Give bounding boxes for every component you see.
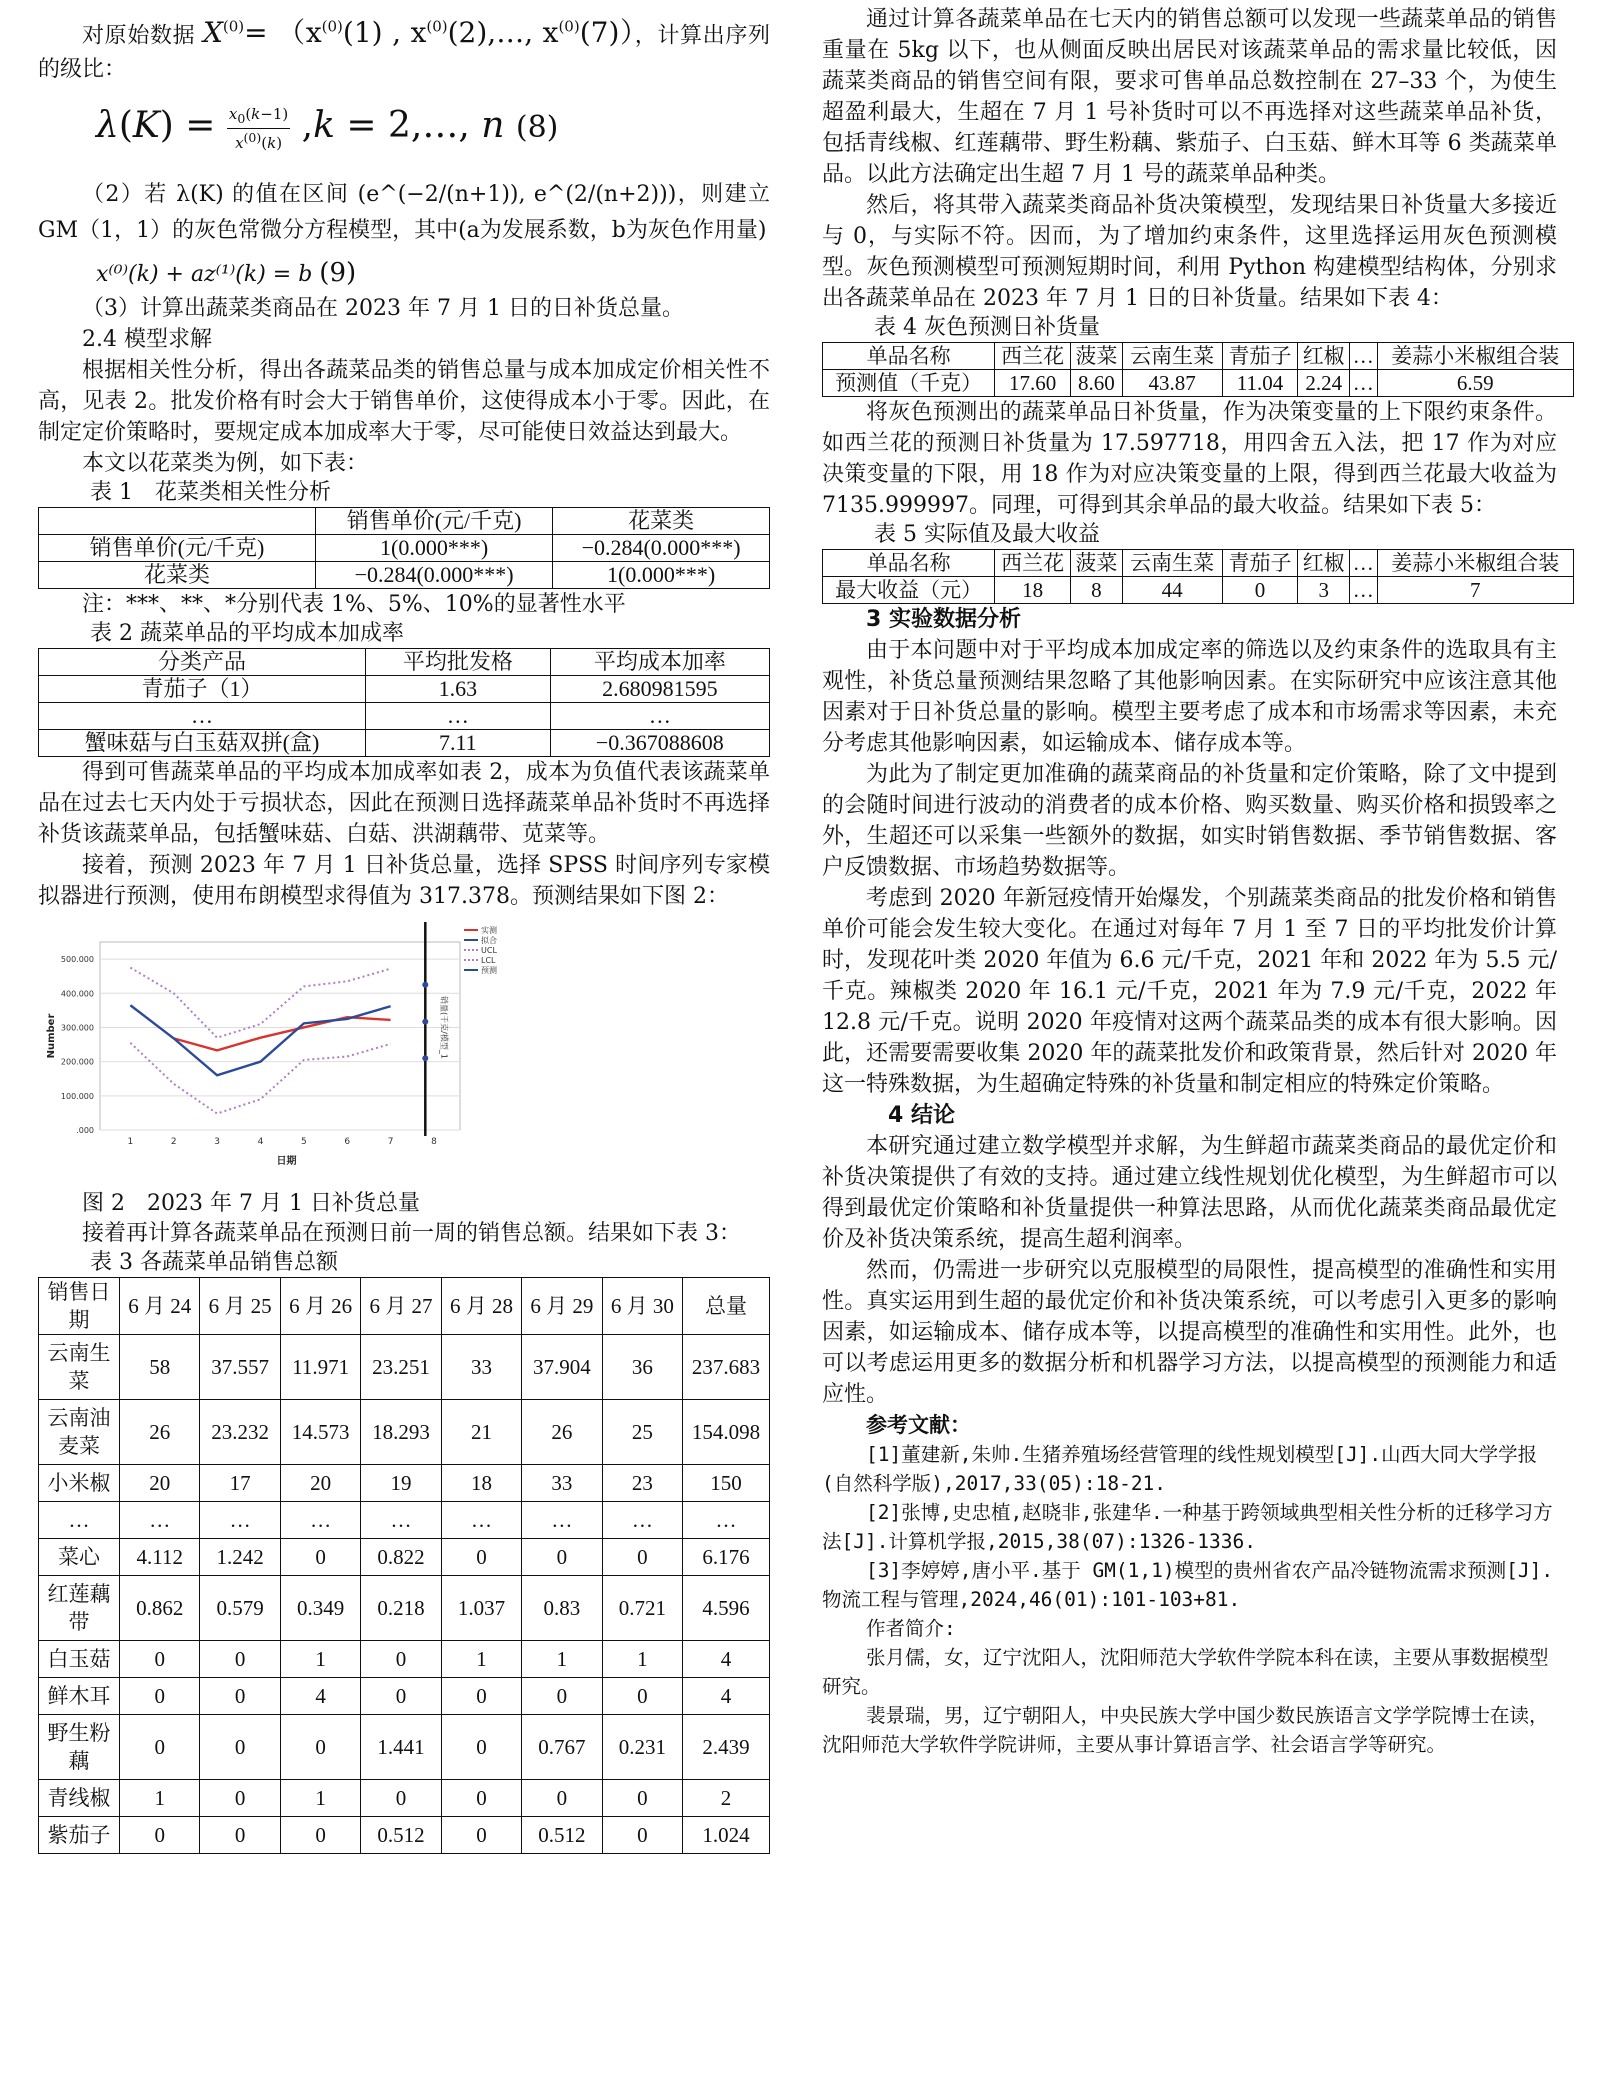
y-tick-label: .000: [76, 1126, 94, 1136]
table-row: [823, 577, 1574, 604]
table-cell: 0: [361, 1641, 441, 1678]
table1-title: 表 1 花菜类相关性分析: [90, 480, 331, 506]
paragraph-raw-data: 对原始数据 $X^{(0)}= (x^{(0)}(1)$ , $x^{(0)}(2),\dots$, $x^{(0)}(7)$），计算出序列的级比：: [38, 16, 770, 83]
paragraph-conclusion-1: 本研究通过建立数学模型并求解，为生鲜超市蔬菜类商品的最优定价和补货决策提供了有效的支持。通过建立线性规划优化模型，为生鲜超市可以得到最优定价策略和补货量提供一种算法思路，从而优化蔬菜类商品最优定价及补货决策系统，提高生超利润率。: [822, 1134, 1557, 1252]
table1-note: 注：***、**、*分别代表 1%、5%、10%的显著性水平: [82, 592, 626, 618]
table-cell: 18.293: [361, 1400, 441, 1465]
table-cell: 44: [1122, 577, 1222, 604]
table-cell: 0: [441, 1817, 521, 1854]
table-cell: 云南油麦菜: [39, 1400, 120, 1465]
table-cell: 4.112: [120, 1539, 200, 1576]
table-cell: 2.439: [683, 1715, 770, 1780]
table-row: [39, 1780, 770, 1817]
table-cell: 4: [683, 1641, 770, 1678]
x-tick-label: 4: [257, 1137, 264, 1148]
table-cell: 0: [200, 1678, 280, 1715]
table-cell: 4: [683, 1678, 770, 1715]
table-header-cell: 销售日期: [39, 1278, 120, 1335]
table-header-cell: …: [1350, 343, 1378, 370]
table-cell: 6.59: [1377, 370, 1573, 397]
table-cell: 0.83: [522, 1576, 602, 1641]
forecast-marker: [422, 982, 428, 988]
table-cell: 17: [200, 1465, 280, 1502]
table-header-cell: 姜蒜小米椒组合装: [1377, 343, 1573, 370]
table3-title: 表 3 各蔬菜单品销售总额: [90, 1250, 338, 1276]
table-cell: 0: [602, 1539, 682, 1576]
table-cell: 33: [522, 1465, 602, 1502]
table-cell: 0: [441, 1780, 521, 1817]
legend-entry: LCL: [481, 956, 496, 966]
table-cell: …: [1350, 577, 1378, 604]
formula-8: λ(K) = $\frac{x_0(k-1)}{x^{(0)}(k)}$ ,k = 2,…, n (8): [96, 104, 559, 152]
table-cell: 0: [441, 1715, 521, 1780]
legend-entry: 实测: [481, 926, 497, 936]
table-row: 分类产品 平均批发格 平均成本加率: [39, 649, 770, 676]
table-cell: 23: [602, 1465, 682, 1502]
table-cell: 0.579: [200, 1576, 280, 1641]
table5-title: 表 5 实际值及最大收益: [874, 522, 1100, 547]
table-cell: 0.231: [602, 1715, 682, 1780]
table-cell: …: [602, 1502, 682, 1539]
table-cell: 0: [441, 1539, 521, 1576]
table-cell: 150: [683, 1465, 770, 1502]
right-column: [822, 0, 1560, 1759]
table-4: [822, 342, 1574, 397]
y-tick-label: 100.000: [60, 1092, 94, 1102]
table-cell: 19: [361, 1465, 441, 1502]
table-cell: 1: [280, 1780, 360, 1817]
table-header-cell: 西兰花: [995, 343, 1071, 370]
table-header-cell: 姜蒜小米椒组合装: [1377, 550, 1573, 577]
table-cell: 0: [441, 1678, 521, 1715]
author-1: 张月儒，女，辽宁沈阳人，沈阳师范大学软件学院本科在读，主要从事数据模型研究。: [822, 1646, 1549, 1698]
table-cell: 1: [522, 1641, 602, 1678]
x-tick-label: 1: [127, 1137, 134, 1148]
table-header-cell: 青茄子: [1222, 550, 1298, 577]
table-row: [39, 1817, 770, 1854]
table-row: 花菜类 −0.284(0.000***) 1(0.000***): [39, 562, 770, 589]
table-header-cell: 云南生菜: [1122, 343, 1222, 370]
table-cell: 0: [522, 1678, 602, 1715]
table-cell: 0.721: [602, 1576, 682, 1641]
table-row: 青茄子（1） 1.63 2.680981595: [39, 676, 770, 703]
table-cell: 0: [200, 1715, 280, 1780]
section-heading-4: 4 结论: [888, 1103, 955, 1128]
table-header-cell: …: [1350, 550, 1378, 577]
table-cell: 云南生菜: [39, 1335, 120, 1400]
section-heading-3: 3 实验数据分析: [866, 607, 1021, 632]
table-cell: 小米椒: [39, 1465, 120, 1502]
table-cell: 0.767: [522, 1715, 602, 1780]
table-1: [38, 507, 770, 589]
table-cell: 36: [602, 1335, 682, 1400]
table-cell: …: [120, 1502, 200, 1539]
paragraph-sales-analysis: 通过计算各蔬菜单品在七天内的销售总额可以发现一些蔬菜单品的销售重量在 5kg 以下，也从侧面反映出居民对该蔬菜单品的需求量比较低，因蔬菜类商品的销售空间有限，要求可售单品总数控制在 27–33 个，为使生超盈利最大，生超在 7 月 1 号补货时可以不再选择对这些蔬菜单品补货，包括青线椒、红莲藕带、野生粉藕、紫茄子、白玉菇、鲜木耳等 6 类蔬菜单品。以此方法确定出生超 7 月 1 号的蔬菜单品种类。: [822, 7, 1557, 187]
table-cell: 0: [200, 1817, 280, 1854]
x-axis-label: 日期: [276, 1156, 297, 1168]
table-cell: 1: [441, 1641, 521, 1678]
table-cell: 4: [280, 1678, 360, 1715]
table-cell: 菜心: [39, 1539, 120, 1576]
table-cell: 0: [200, 1641, 280, 1678]
table-cell: …: [522, 1502, 602, 1539]
table-cell: 11.04: [1222, 370, 1298, 397]
reference-3: [3]李婷婷,唐小平.基于 GM(1,1)模型的贵州省农产品冷链物流需求预测[J].物流工程与管理,2024,46(01):101-103+81.: [822, 1559, 1554, 1611]
table-cell: 17.60: [995, 370, 1071, 397]
table-header-cell: 单品名称: [823, 343, 995, 370]
table-cell: 0: [522, 1539, 602, 1576]
table-cell: 2.24: [1298, 370, 1350, 397]
table-cell: 0.862: [120, 1576, 200, 1641]
paragraph-forecast: 接着，预测 2023 年 7 月 1 日补货总量，选择 SPSS 时间序列专家模拟器进行预测，使用布朗模型求得值为 317.378。预测结果如下图 2：: [38, 853, 770, 910]
table-2: [38, 648, 770, 757]
table-cell: 0: [120, 1641, 200, 1678]
table-row: 销售单价(元/千克) 1(0.000***) −0.284(0.000***): [39, 535, 770, 562]
table-cell: 0: [120, 1678, 200, 1715]
table-cell: 21: [441, 1400, 521, 1465]
table-cell: 0: [602, 1817, 682, 1854]
table-cell: 0.512: [522, 1817, 602, 1854]
table-header-cell: 菠菜: [1071, 343, 1123, 370]
table-header-row: [823, 343, 1574, 370]
y-axis-label: Number: [46, 1013, 57, 1059]
table-cell: 0.218: [361, 1576, 441, 1641]
table-header-cell: 西兰花: [995, 550, 1071, 577]
table-cell: 0: [1222, 577, 1298, 604]
table-cell: 8.60: [1071, 370, 1123, 397]
references-title: 参考文献：: [866, 1413, 971, 1437]
forecast-marker: [422, 1019, 428, 1025]
table-header-row: [39, 1278, 770, 1335]
table-row: 蟹味菇与白玉菇双拼(盒) 7.11 −0.367088608: [39, 730, 770, 757]
legend-entry: 拟合: [481, 936, 497, 946]
table-cell: 26: [120, 1400, 200, 1465]
table-header-cell: 单品名称: [823, 550, 995, 577]
paragraph-grey-model: 然后，将其带入蔬菜类商品补货决策模型，发现结果日补货量大多接近与 0，与实际不符。因而，为了增加约束条件，这里选择运用灰色预测模型。灰色预测模型可预测短期时间，利用 Python 构建模型结构体，分别求出各蔬菜单品在 2023 年 7 月 1 日的日补货量。结果如下表 4：: [822, 193, 1557, 311]
table-cell: 0.349: [280, 1576, 360, 1641]
table-cell: …: [39, 1502, 120, 1539]
table-row: [39, 1678, 770, 1715]
table-header-cell: 云南生菜: [1122, 550, 1222, 577]
table-row: [39, 1502, 770, 1539]
table-cell: …: [441, 1502, 521, 1539]
forecast-marker: [422, 1056, 428, 1062]
paragraph-example: 本文以花菜类为例，如下表：: [82, 451, 369, 477]
x-tick-label: 5: [300, 1137, 307, 1148]
paragraph-constraints: 将灰色预测出的蔬菜单品日补货量，作为决策变量的上下限约束条件。如西兰花的预测日补货量为 17.597718，用四舍五入法，把 17 作为对应决策变量的下限，用 18 作为对应决策变量的上限，得到西兰花最大收益为 7135.999997。同理，可得到其余单品的最大收益。结果如下表 5：: [822, 400, 1557, 518]
table-cell: 26: [522, 1400, 602, 1465]
table-cell: 18: [441, 1465, 521, 1502]
y-tick-label: 400.000: [60, 989, 94, 999]
table-cell: 20: [280, 1465, 360, 1502]
table-cell: 0.512: [361, 1817, 441, 1854]
table4-title: 表 4 灰色预测日补货量: [874, 315, 1100, 340]
table-cell: …: [200, 1502, 280, 1539]
table-row: [39, 1715, 770, 1780]
table-header-cell: 菠菜: [1071, 550, 1123, 577]
table-cell: …: [280, 1502, 360, 1539]
paragraph-step3: （3）计算出蔬菜类商品在 2023 年 7 月 1 日的日补货总量。: [82, 296, 684, 322]
table-cell: 0: [120, 1715, 200, 1780]
side-label: 销量(千克/模型_1: [439, 996, 449, 1060]
y-tick-label: 500.000: [60, 955, 94, 965]
table-cell: 237.683: [683, 1335, 770, 1400]
table-cell: 58: [120, 1335, 200, 1400]
table-header-cell: 6 月 27: [361, 1278, 441, 1335]
table-cell: 11.971: [280, 1335, 360, 1400]
paragraph-extra-data: 为此为了制定更加准确的蔬菜商品的补货量和定价策略，除了文中提到的会随时间进行波动的消费者的成本价格、购买数量、购买价格和损毁率之外，生超还可以采集一些额外的数据，如实时销售数据、季节销售数据、客户反馈数据、市场趋势数据等。: [822, 762, 1557, 880]
table-cell: 0: [361, 1678, 441, 1715]
table-row: [39, 1465, 770, 1502]
table-header-cell: 6 月 28: [441, 1278, 521, 1335]
legend-entry: 预测: [481, 966, 497, 976]
section-heading-2-4: 2.4 模型求解: [82, 327, 212, 353]
x-tick-label: 2: [170, 1137, 177, 1148]
paragraph-model-solve: 根据相关性分析，得出各蔬菜品类的销售总量与成本加成定价相关性不高，见表 2。批发价格有时会大于销售单价，这使得成本小于零。因此，在制定定价策略时，要规定成本加成率大于零，尽可能使日效益达到最大。: [38, 358, 770, 446]
table-cell: 1: [120, 1780, 200, 1817]
table-cell: 0: [200, 1780, 280, 1817]
table-cell: …: [1350, 370, 1378, 397]
figure2-caption: 图 2 2023 年 7 月 1 日补货总量: [82, 1191, 420, 1217]
table-cell: 23.251: [361, 1335, 441, 1400]
legend-entry: UCL: [481, 946, 497, 956]
table-cell: 青线椒: [39, 1780, 120, 1817]
table-cell: 1.242: [200, 1539, 280, 1576]
author-title: 作者简介:: [866, 1617, 956, 1640]
table-header-cell: 6 月 26: [280, 1278, 360, 1335]
table-header-cell: 红椒: [1298, 343, 1350, 370]
table-cell: 154.098: [683, 1400, 770, 1465]
table-row: [39, 1641, 770, 1678]
table-cell: 8: [1071, 577, 1123, 604]
reference-2: [2]张博,史忠植,赵晓非,张建华.一种基于跨领域典型相关性分析的迁移学习方法[J].计算机学报,2015,38(07):1326-1336.: [822, 1501, 1553, 1553]
plot-area: [100, 942, 460, 1130]
table-cell: 37.557: [200, 1335, 280, 1400]
formula-sequence: $X^{(0)}= (x^{(0)}(1)$ , $x^{(0)}(2),\dots$, $x^{(0)}(7)$）: [202, 16, 635, 50]
table-cell: 37.904: [522, 1335, 602, 1400]
table-cell: 43.87: [1122, 370, 1222, 397]
paragraph-condition: （2）若 λ(K) 的值在区间 (e^(−2/(n+1)), e^(2/(n+2)))，则建立 GM（1，1）的灰色常微分方程模型，其中(a为发展系数，b为灰色作用量): [38, 182, 770, 244]
table-header-cell: 6 月 30: [602, 1278, 682, 1335]
table-row: [39, 1539, 770, 1576]
x-tick-label: 3: [214, 1137, 220, 1148]
table-cell: 红莲藕带: [39, 1576, 120, 1641]
table-cell: 0: [602, 1780, 682, 1817]
table-cell: 0: [602, 1678, 682, 1715]
table-cell: 1: [280, 1641, 360, 1678]
table-row: … … …: [39, 703, 770, 730]
table-cell: 最大收益（元）: [823, 577, 995, 604]
table-cell: 14.573: [280, 1400, 360, 1465]
table-header-cell: 红椒: [1298, 550, 1350, 577]
table-header-cell: 6 月 25: [200, 1278, 280, 1335]
table-cell: 预测值（千克）: [823, 370, 995, 397]
table-cell: 4.596: [683, 1576, 770, 1641]
paragraph-covid: 考虑到 2020 年新冠疫情开始爆发，个别蔬菜类商品的批发价格和销售单价可能会发生较大变化。在通过对每年 7 月 1 至 7 日的平均批发价计算时，发现花叶类 2020 年值为 6.6 元/千克，2021 年和 2022 年为 5.5 元/千克。辣椒类 2020 年 16.1 元/千克，2021 年为 7.9 元/千克，2022 年 12.8 元/千克。说明 2020 年疫情对这两个蔬菜品类的成本有很大影响。因此，还需要需要收集 2020 年的蔬菜批发价和政策背景，然后针对 2020 年这一特殊数据，为生超确定特殊的补货量和制定相应的特殊定价策略。: [822, 886, 1557, 1097]
left-column: [38, 0, 770, 1854]
x-tick-label: 7: [387, 1137, 394, 1148]
table-cell: 野生粉藕: [39, 1715, 120, 1780]
table-cell: 7: [1377, 577, 1573, 604]
table-cell: 鲜木耳: [39, 1678, 120, 1715]
reference-1: [1]董建新,朱帅.生猪养殖场经营管理的线性规划模型[J].山西大同大学学报(自然科学版),2017,33(05):18-21.: [822, 1443, 1538, 1495]
table-cell: 2: [683, 1780, 770, 1817]
table-row: [823, 370, 1574, 397]
paragraph-conclusion-2: 然而，仍需进一步研究以克服模型的局限性，提高模型的准确性和实用性。真实运用到生超的最优定价和补货决策系统，可以考虑引入更多的影响因素，如运输成本、储存成本等，以提高模型的准确性和实用性。此外，也可以考虑运用更多的数据分析和机器学习方法，以提高模型的预测能力和适应性。: [822, 1258, 1557, 1407]
table-cell: 0: [120, 1817, 200, 1854]
table-cell: 1.037: [441, 1576, 521, 1641]
table2-title: 表 2 蔬菜单品的平均成本加成率: [90, 621, 404, 647]
formula-9: x⁽⁰⁾(k) + az⁽¹⁾(k) = b (9): [96, 258, 357, 289]
x-tick-label: 6: [344, 1137, 351, 1148]
table-cell: …: [683, 1502, 770, 1539]
paragraph-sales-total: 接着再计算各蔬菜单品在预测日前一周的销售总额。结果如下表 3：: [82, 1221, 741, 1247]
y-tick-label: 200.000: [60, 1057, 94, 1067]
table-cell: 0: [522, 1780, 602, 1817]
table-header-cell: 6 月 24: [120, 1278, 200, 1335]
forecast-line-chart: [38, 920, 518, 1190]
table-cell: 20: [120, 1465, 200, 1502]
table-row: [39, 1400, 770, 1465]
table-cell: 18: [995, 577, 1071, 604]
table-row: [39, 1335, 770, 1400]
table-cell: 白玉菇: [39, 1641, 120, 1678]
table-cell: 23.232: [200, 1400, 280, 1465]
y-tick-label: 300.000: [60, 1023, 94, 1033]
table-cell: 紫茄子: [39, 1817, 120, 1854]
table-cell: 0: [280, 1539, 360, 1576]
table-header-cell: 青茄子: [1222, 343, 1298, 370]
paragraph-limitations: 由于本问题中对于平均成本加成定率的筛选以及约束条件的选取具有主观性，补货总量预测结果忽略了其他影响因素。在实际研究中应该注意其他因素对于日补货总量的影响。模型主要考虑了成本和市场需求等因素，未充分考虑其他影响因素，如运输成本、储存成本等。: [822, 638, 1557, 756]
table-header-cell: 总量: [683, 1278, 770, 1335]
table-cell: 1.024: [683, 1817, 770, 1854]
table-cell: 0: [280, 1715, 360, 1780]
x-tick-label: 8: [431, 1137, 437, 1148]
paragraph-markup-result: 得到可售蔬菜单品的平均成本加成率如表 2，成本为负值代表该蔬菜单品在过去七天内处于亏损状态，因此在预测日选择蔬菜单品补货时不再选择补货该蔬菜单品，包括蟹味菇、白菇、洪湖藕带、苋菜等。: [38, 760, 770, 848]
table-row: 销售单价(元/千克) 花菜类: [39, 508, 770, 535]
table-3: [38, 1277, 770, 1854]
table-cell: 0: [361, 1780, 441, 1817]
table-header-cell: 6 月 29: [522, 1278, 602, 1335]
table-cell: 3: [1298, 577, 1350, 604]
table-cell: 1.441: [361, 1715, 441, 1780]
table-cell: 0: [280, 1817, 360, 1854]
table-cell: …: [361, 1502, 441, 1539]
table-cell: 33: [441, 1335, 521, 1400]
table-5: [822, 549, 1574, 604]
author-2: 裴景瑞，男，辽宁朝阳人，中央民族大学中国少数民族语言文学学院博士在读，沈阳师范大学软件学院讲师，主要从事计算语言学、社会语言学等研究。: [822, 1704, 1549, 1756]
table-cell: 6.176: [683, 1539, 770, 1576]
table-cell: 25: [602, 1400, 682, 1465]
table-row: [39, 1576, 770, 1641]
table-cell: 1: [602, 1641, 682, 1678]
table-cell: 0.822: [361, 1539, 441, 1576]
table-header-row: [823, 550, 1574, 577]
